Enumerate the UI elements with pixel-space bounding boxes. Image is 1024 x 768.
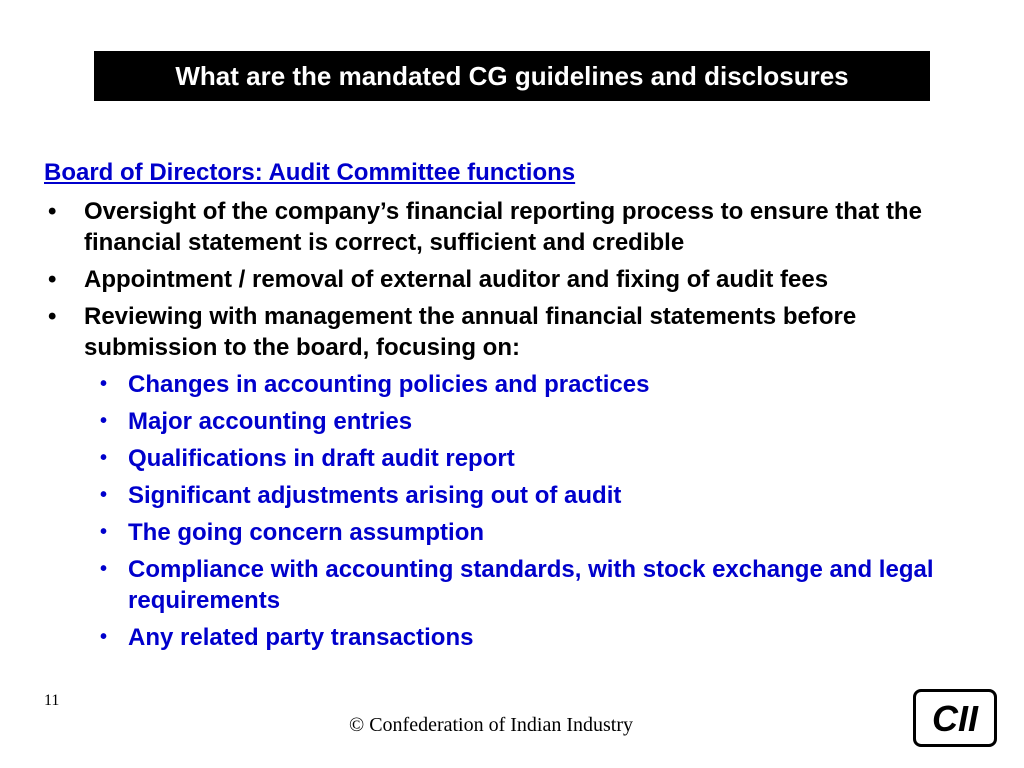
sub-bullet-text: Significant adjustments arising out of audit (128, 482, 622, 509)
sub-bullet-item (44, 369, 984, 400)
bullet-item (44, 264, 984, 295)
bullet-item (44, 301, 984, 363)
title-bar (94, 51, 930, 101)
sub-bullet-text: Qualifications in draft audit report (128, 445, 515, 472)
sub-bullet-text: Changes in accounting policies and practices (128, 371, 650, 398)
cii-logo-icon (920, 698, 990, 738)
bullet-text: Appointment / removal of external auditor and fixing of audit fees (84, 266, 829, 293)
bullet-item (44, 196, 984, 258)
sub-bullet-icon: • (100, 558, 108, 580)
section-heading: Board of Directors: Audit Committee functions (44, 159, 576, 186)
sub-bullet-item (44, 406, 984, 437)
sub-bullet-item (44, 622, 984, 653)
bullet-text: Reviewing with management the annual financial statements before submission to the board, focusing on: (84, 303, 857, 361)
copyright-footer: © Confederation of Indian Industry (349, 714, 634, 736)
sub-bullet-item (44, 443, 984, 474)
sub-bullet-icon: • (100, 373, 108, 395)
bullet-text: Oversight of the company’s financial reporting process to ensure that the financial statement is correct, sufficient and credible (84, 198, 922, 256)
sub-bullet-text: The going concern assumption (128, 519, 485, 546)
sub-bullet-icon: • (100, 626, 108, 648)
cii-logo-text: CII (931, 698, 979, 738)
sub-bullet-icon: • (100, 484, 108, 506)
sub-bullet-item (44, 480, 984, 511)
page-number: 11 (44, 692, 60, 709)
sub-bullet-icon: • (100, 447, 108, 469)
sub-bullet-text: Compliance with accounting standards, with stock exchange and legal requirements (128, 556, 934, 614)
sub-bullet-item (44, 517, 984, 548)
sub-bullet-text: Major accounting entries (128, 408, 413, 435)
bullet-icon: • (48, 266, 57, 293)
bullet-icon: • (48, 303, 57, 330)
slide-content (44, 158, 984, 659)
sub-bullet-icon: • (100, 521, 108, 543)
sub-bullet-icon: • (100, 410, 108, 432)
bullet-list (44, 196, 984, 363)
slide-title: What are the mandated CG guidelines and disclosures (175, 60, 849, 91)
sub-bullet-item (44, 554, 984, 616)
cii-logo (913, 689, 997, 747)
sub-bullet-list (44, 369, 984, 653)
bullet-icon: • (48, 198, 57, 225)
sub-bullet-text: Any related party transactions (128, 624, 474, 651)
